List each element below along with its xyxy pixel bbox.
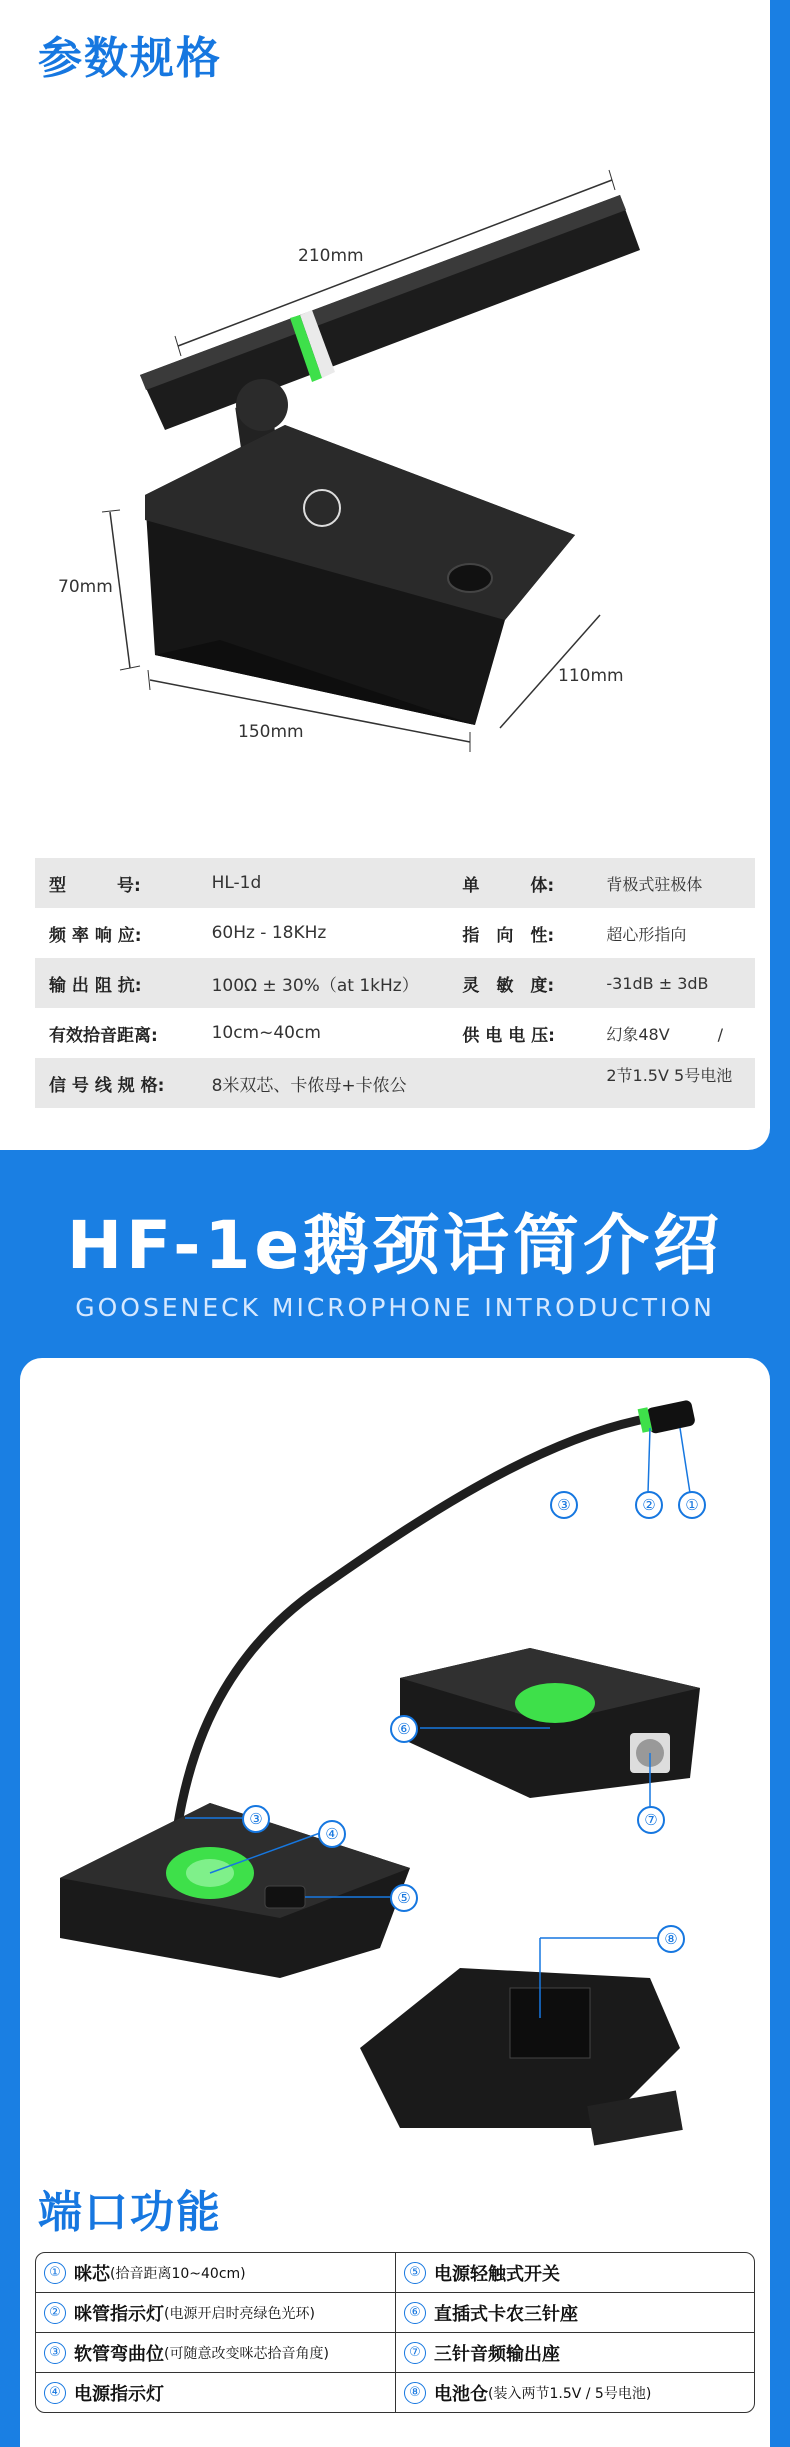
spec-key: 频 率 响 应:: [49, 925, 142, 946]
function-number: ②: [44, 2302, 66, 2324]
dim-width-label: 150mm: [238, 722, 304, 742]
callout-6: ⑥: [390, 1715, 418, 1743]
spec-value: 超心形指向: [606, 924, 687, 944]
intro-title: HF-1e鹅颈话筒介绍: [66, 1207, 724, 1284]
spec-table: [35, 858, 755, 1108]
spec-value: 背极式驻极体: [606, 874, 703, 894]
callout-1: ①: [678, 1491, 706, 1519]
spec-value: HL-1d: [211, 873, 262, 893]
spec-key: 灵 敏 度:: [462, 975, 555, 996]
function-number: ⑧: [404, 2382, 426, 2404]
spec-row: [35, 908, 755, 958]
function-item: [36, 2253, 395, 2292]
callout-4: ④: [318, 1820, 346, 1848]
function-item: [36, 2333, 395, 2372]
function-number: ③: [44, 2342, 66, 2364]
callout-8: ⑧: [657, 1925, 685, 1953]
callout-7: ⑦: [637, 1806, 665, 1834]
function-label: 电源指示灯: [74, 2383, 164, 2405]
function-row: [36, 2332, 754, 2372]
spec-row: [35, 958, 755, 1008]
callout-3: ③: [550, 1491, 578, 1519]
function-number: ④: [44, 2382, 66, 2404]
spec-value: 8米双芯、卡侬母+卡侬公: [211, 1075, 407, 1096]
spec-key: 有效拾音距离:: [49, 1025, 158, 1046]
function-label: 电源轻触式开关: [434, 2263, 560, 2285]
function-number: ⑤: [404, 2262, 426, 2284]
function-note: (可随意改变咪芯拾音角度): [164, 2345, 329, 2362]
callout-2: ②: [635, 1491, 663, 1519]
spec-value: 10cm~40cm: [211, 1023, 321, 1043]
function-row: [36, 2253, 754, 2292]
gooseneck-microphone-image: [20, 1358, 770, 2178]
dim-height-label: 70mm: [58, 577, 113, 597]
callout-5: ⑤: [390, 1884, 418, 1912]
spec-row: [35, 1008, 755, 1058]
spec-key: 输 出 阻 抗:: [49, 975, 142, 996]
function-note: (拾音距离10~40cm): [110, 2265, 246, 2282]
spec-key: 供 电 电 压:: [462, 1025, 555, 1046]
function-label: 咪管指示灯: [74, 2303, 164, 2325]
spec-value: 幻象48V /: [606, 1024, 724, 1044]
function-number: ⑦: [404, 2342, 426, 2364]
spec-value: -31dB ± 3dB: [606, 973, 709, 993]
spec-value: 100Ω ± 30%（at 1kHz）: [211, 975, 419, 996]
spec-row: [35, 1058, 755, 1108]
spec-key: 型 号:: [49, 875, 141, 896]
dim-depth-label: 110mm: [558, 666, 624, 686]
function-item: [395, 2373, 754, 2412]
spec-panel: [0, 0, 770, 1150]
function-note: (装入两节1.5V / 5号电池): [488, 2385, 652, 2402]
function-item: [395, 2253, 754, 2292]
spec-key: 信 号 线 规 格:: [49, 1075, 165, 1096]
function-number: ①: [44, 2262, 66, 2284]
spec-value: 2节1.5V 5号电池: [606, 1065, 733, 1085]
spec-key: 单 体:: [462, 875, 555, 896]
function-item: [395, 2293, 754, 2332]
function-item: [395, 2333, 754, 2372]
function-number: ⑥: [404, 2302, 426, 2324]
function-item: [36, 2373, 395, 2412]
function-row: [36, 2292, 754, 2332]
function-label: 咪芯: [74, 2263, 110, 2285]
function-label: 软管弯曲位: [74, 2343, 164, 2365]
function-item: [36, 2293, 395, 2332]
spec-row: [35, 858, 755, 908]
function-label: 三针音频输出座: [434, 2343, 560, 2365]
function-label: 电池仓: [434, 2383, 488, 2405]
intro-subtitle: GOOSENECK MICROPHONE INTRODUCTION: [75, 1293, 715, 1322]
section-title-specs: 参数规格: [38, 33, 222, 84]
spec-value: 60Hz - 18KHz: [211, 923, 327, 943]
function-note: (电源开启时亮绿色光环): [164, 2305, 315, 2322]
dim-length-label: 210mm: [298, 246, 364, 266]
callout-3b: ③: [242, 1805, 270, 1833]
section-title-functions: 端口功能: [38, 2187, 222, 2238]
function-row: [36, 2372, 754, 2412]
microphone-dimension-image: [0, 150, 770, 770]
spec-key: 指 向 性:: [462, 925, 555, 946]
function-label: 直插式卡农三针座: [434, 2303, 578, 2325]
function-table: [35, 2252, 755, 2413]
